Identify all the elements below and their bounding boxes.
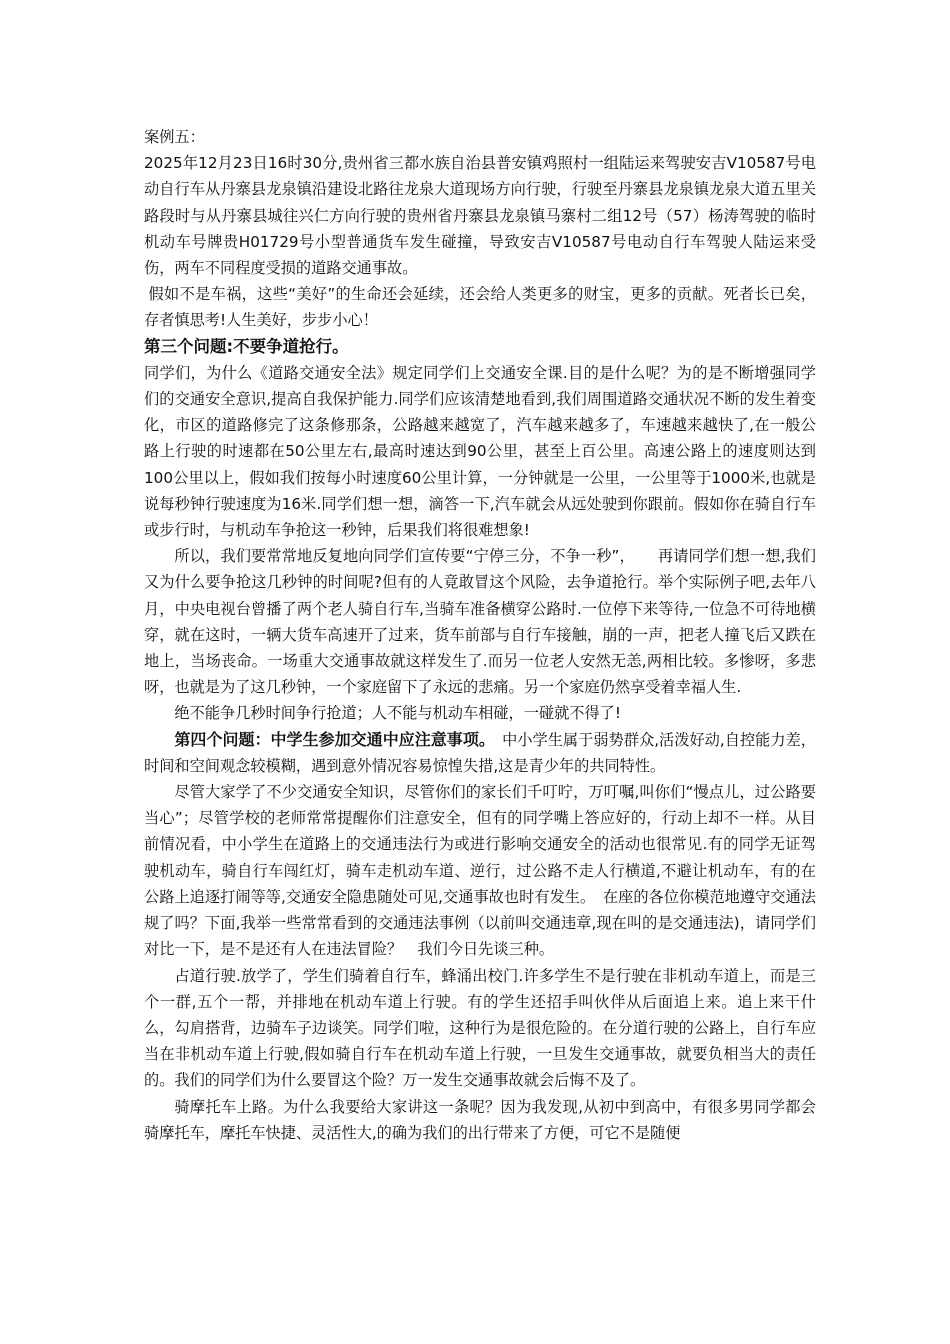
section-4-paragraph-3: 占道行驶.放学了，学生们骑着自行车，蜂涌出校门.许多学生不是行驶在非机动车道上，而是三个一群,五个一帮，并排地在机动车道上行驶。有的学生还招手叫伙伴从后面追上来。追上来干什么，勾肩搭背，边骑车子边谈笑。同学们啦，这种行为是很危险的。在分道行驶的公路上，自行车应当在非机动车道上行驶,假如骑自行车在机动车道上行驶，一旦发生交通事故，就要负相当大的责任的。我们的同学们为什么要冒这个险？万一发生交通事故就会后悔不及了。 bbox=[144, 966, 816, 1090]
section-4-paragraph-2: 尽管大家学了不少交通安全知识，尽管你们的家长们千叮咛，万叮嘱,叫你们“慢点儿，过公路要当心”；尽管学校的老师常常提醒你们注意安全，但有的同学嘴上答应好的，行动上却不一样。从目前情况看，中小学生在道路上的交通违法行为或进行影响交通安全的活动也很常见.有的同学无证驾驶机动车，骑自行车闯红灯，骑车走机动车道、逆行，过公路不走人行横道,不避让机动车，有的在公路上追逐打闹等等,交通安全隐患随处可见,交通事故也时有发生。 在座的各位你模范地遵守交通法规了吗？下面,我举一些常常看到的交通违法事例（以前叫交通违章,现在叫的是交通违法)，请同学们对比一下，是不是还有人在违法冒险？ 我们今日先谈三种。 bbox=[144, 783, 816, 959]
section-3-heading: 第三个问题:不要争道抢行。 bbox=[144, 336, 349, 356]
case-body: 2025年12月23日16时30分,贵州省三都水族自治县普安镇鸡照村一组陆运来驾驶安吉V10587号电动自行车从丹寨县龙泉镇沿建设北路往龙泉大道现场方向行驶，行驶至丹寨县龙泉镇龙泉大道五里关路段时与从丹寨县城往兴仁方向行驶的贵州省丹寨县龙泉镇马寨村二组12号（57）杨涛驾驶的临时机动车号牌贵H01729号小型普通货车发生碰撞，导致安吉V10587号电动自行车驾驶人陆运来受伤，两车不同程度受损的道路交通事故。 bbox=[144, 154, 816, 278]
document-page bbox=[144, 124, 816, 1146]
section-3-paragraph-2: 所以，我们要常常地反复地向同学们宣传要“宁停三分，不争一秒”， 再请同学们想一想,我们又为什么要争抢这几秒钟的时间呢?但有的人竟敢冒这个风险，去争道抢行。举个实际例子吧,去年八月，中央电视台曾播了两个老人骑自行车,当骑车准备横穿公路时.一位停下来等待,一位急不可待地横穿，就在这时，一辆大货车高速开了过来，货车前部与自行车接触，崩的一声，把老人撞飞后又跌在地上，当场丧命。一场重大交通事故就这样发生了.而另一位老人安然无恙,两相比较。多惨呀，多悲呀，也就是为了这几秒钟，一个家庭留下了永远的悲痛。另一个家庭仍然享受着幸福人生. bbox=[144, 547, 816, 697]
section-4-paragraph-4: 骑摩托车上路。为什么我要给大家讲这一条呢？因为我发现,从初中到高中，有很多男同学都会骑摩托车，摩托车快捷、灵活性大,的确为我们的出行带来了方便，可它不是随便 bbox=[144, 1097, 816, 1142]
case-comment: 假如不是车祸，这些“美好”的生命还会延续，还会给人类更多的财宝，更多的贡献。死者长已矣，存者慎思考!人生美好，步步小心！ bbox=[144, 285, 816, 330]
case-label: 案例五： bbox=[144, 128, 205, 146]
section-4-paragraph-1 bbox=[144, 727, 816, 779]
section-3-paragraph-1: 同学们，为什么《道路交通安全法》规定同学们上交通安全课.目的是什么呢？为的是不断增强同学们的交通安全意识,提高自我保护能力.同学们应该清楚地看到,我们周围道路交通状况不断的发生着变化，市区的道路修完了这条修那条，公路越来越宽了，汽车越来越多了，车速越来越快了,在一般公路上行驶的时速都在50公里左右,最高时速达到90公里，甚至上百公里。高速公路上的速度则达到100公里以上，假如我们按每小时速度60公里计算，一分钟就是一公里，一公里等于1000米,也就是说每秒钟行驶速度为16米.同学们想一想，滴答一下,汽车就会从远处驶到你跟前。假如你在骑自行车或步行时，与机动车争抢这一秒钟，后果我们将很难想象! bbox=[144, 363, 816, 540]
section-3-paragraph-3: 绝不能争几秒时间争行抢道；人不能与机动车相碰，一碰就不得了! bbox=[174, 704, 621, 723]
section-4-heading: 第四个问题：中学生参加交通中应注意事项。 bbox=[174, 729, 487, 749]
section-4-intro-text: 中小学生属于弱势群众,活泼好动,自控能力差，时间和空间观念较模糊，遇到意外情况容易惊惶失措,这是青少年的共同特性。 bbox=[144, 730, 816, 775]
